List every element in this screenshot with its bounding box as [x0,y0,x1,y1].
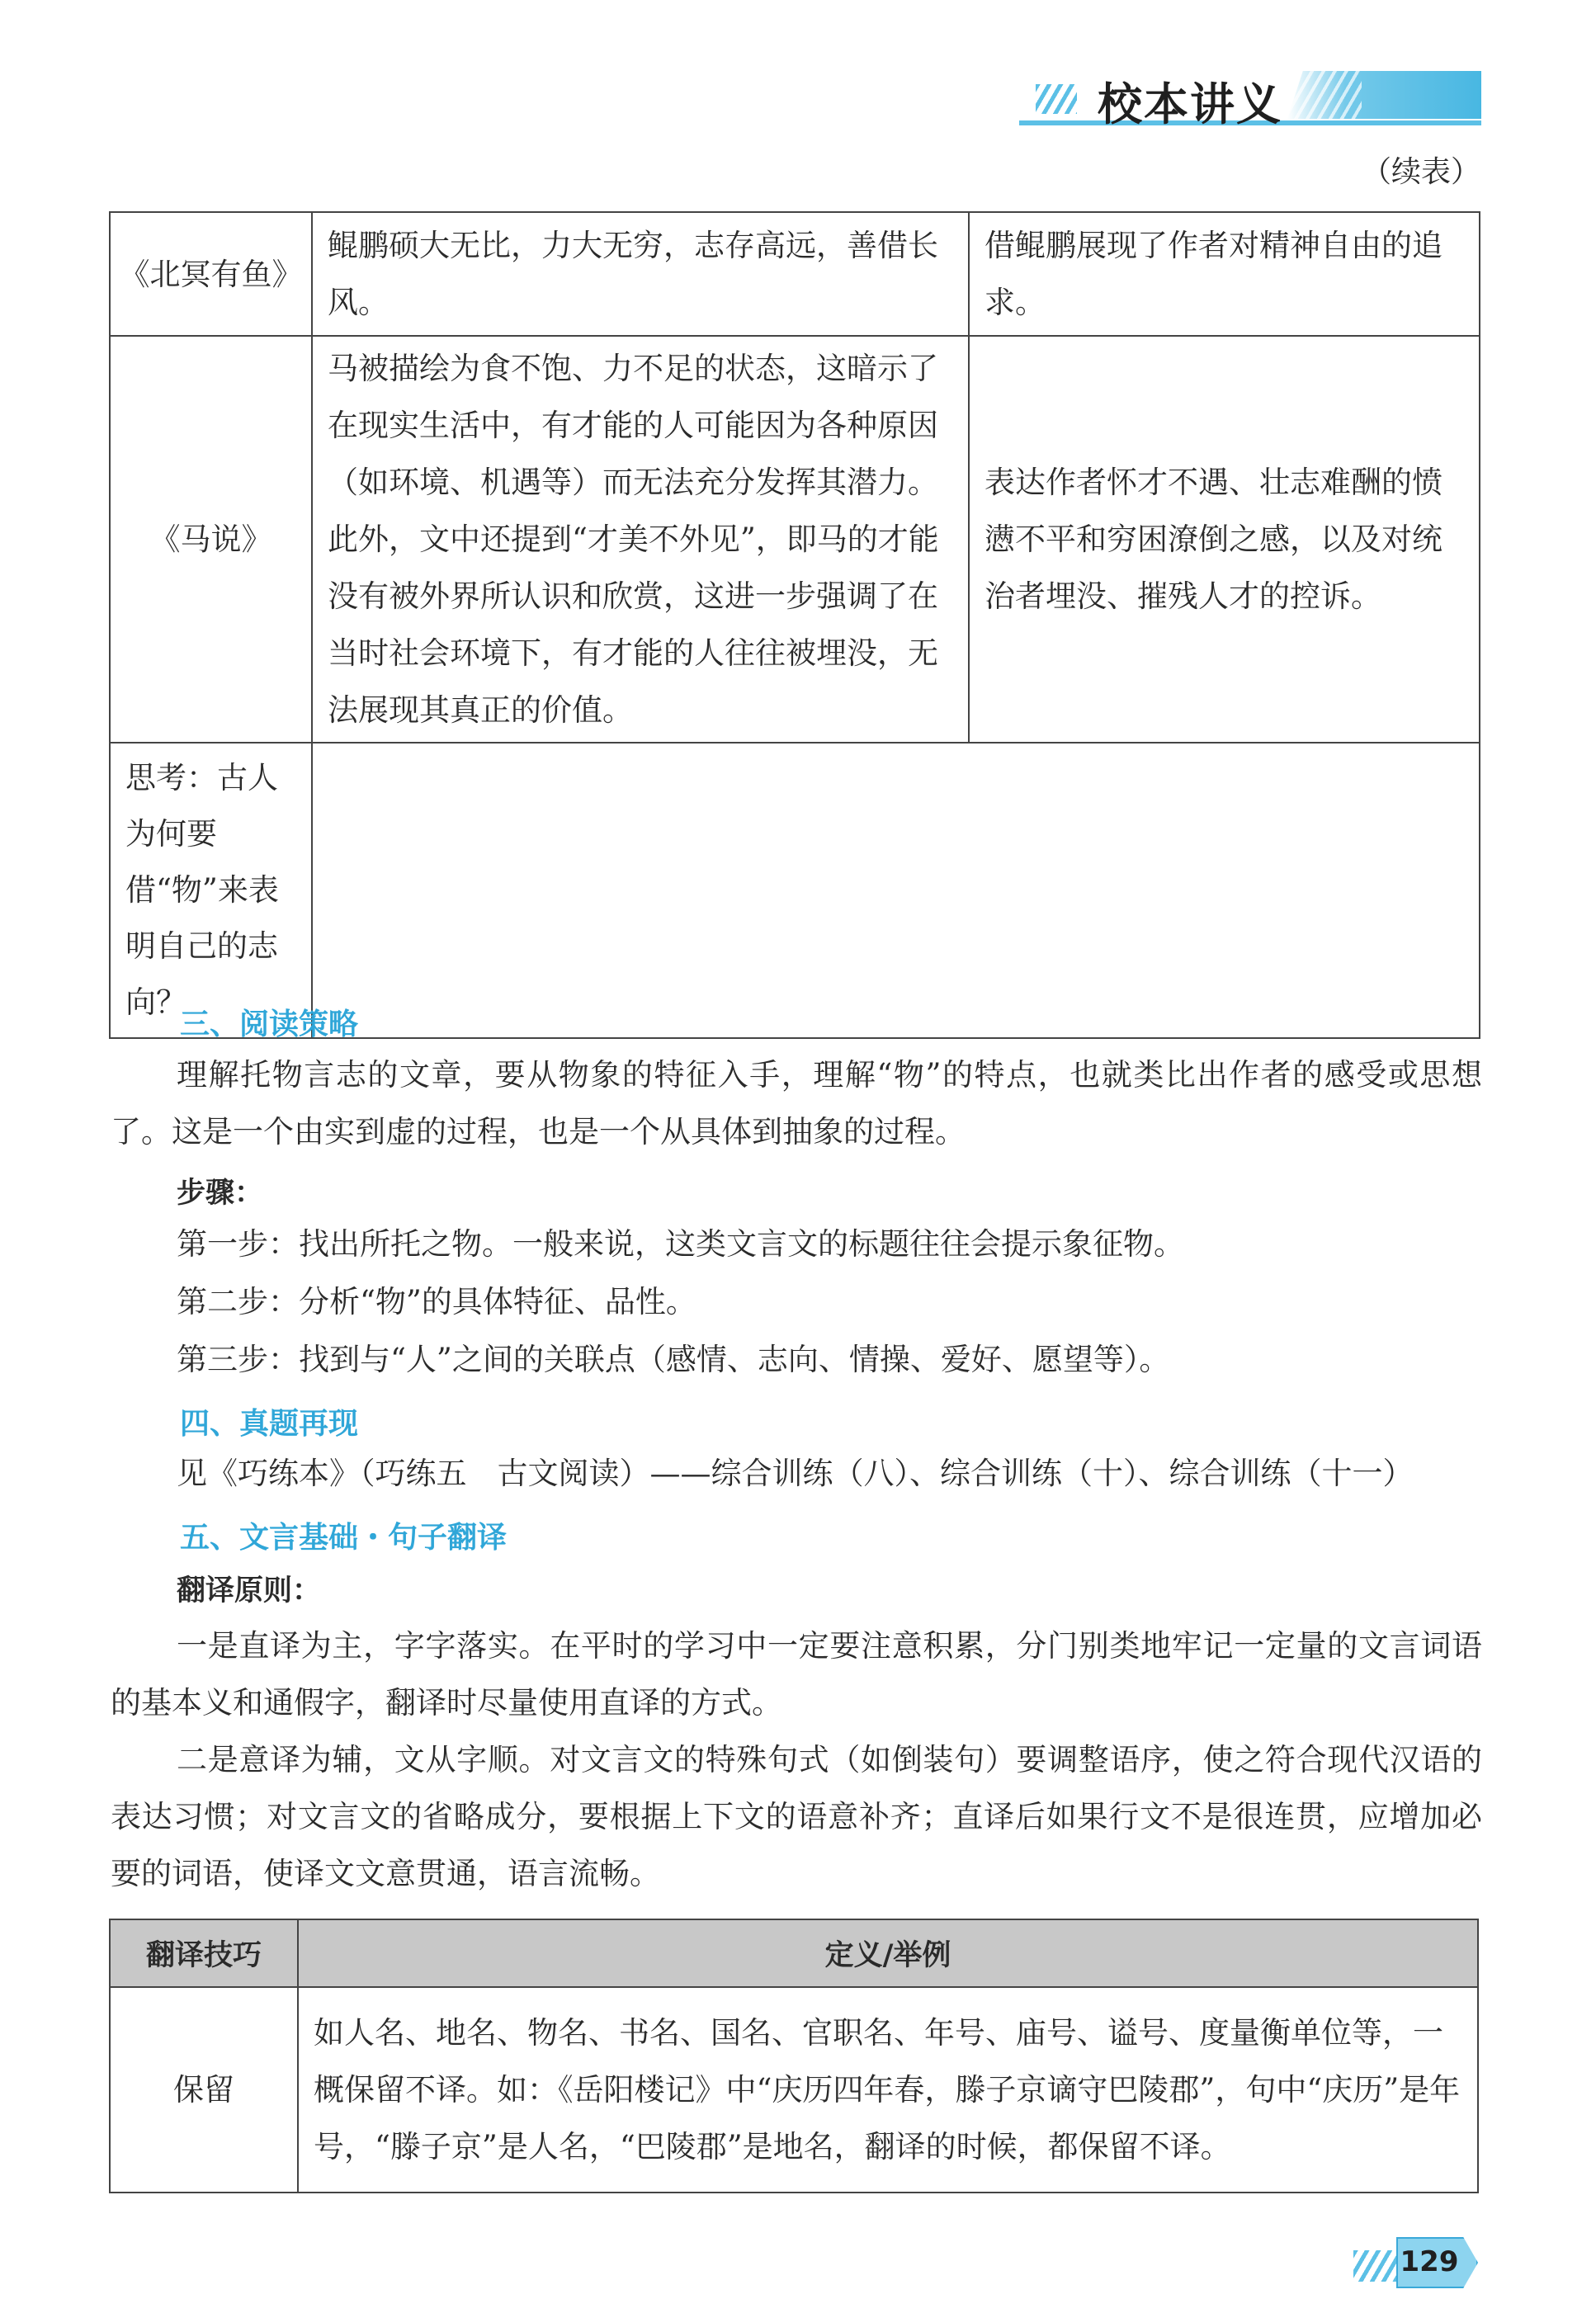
page-number-badge [1353,2232,1485,2290]
section-title-translation: 五、文言基础・句子翻译 [180,1521,508,1555]
table-header-row [110,1919,1478,1987]
section-title-reading-strategy: 三、阅读策略 [180,1008,359,1041]
principle-paragraph: 二是意译为辅，文从字顺。对文言文的特殊句式（如倒装句）要调整语序，使之符合现代汉语的表达习惯；对文言文的省略成分，要根据上下文的语意补齐；直译后如果行文不是很连贯，应增加必要的词语，使译文文意贯通，语言流畅。 [111,1742,1482,1891]
meaning-cell: 表达作者怀才不遇、壮志难酬的愤懑不平和穷困潦倒之感，以及对统治者埋没、摧残人才的控诉。 [969,336,1480,743]
think-question-cell: 思考：古人为何要借“物”来表明自己的志向？ [110,743,312,1038]
step-item: 第二步：分析“物”的具体特征、品性。 [177,1284,696,1319]
table-row [110,1987,1478,2193]
page-number: 129 [1400,2245,1459,2278]
work-cell: 《北冥有鱼》 [110,212,312,336]
strategy-paragraph: 理解托物言志的文章，要从物象的特征入手，理解“物”的特点，也就类比出作者的感受或思想了。这是一个由实到虚的过程，也是一个从具体到抽象的过程。 [111,1057,1482,1149]
translation-techniques-table [109,1919,1479,2193]
header-stripes-right [1287,71,1481,119]
header-stripes-left [1036,84,1077,114]
column-header: 翻译技巧 [110,1919,298,1987]
table-row [110,212,1480,336]
header-title: 校本讲义 [1098,78,1282,130]
definition-cell: 如人名、地名、物名、书名、国名、官职名、年号、庙号、谥号、度量衡单位等，一概保留不译。如：《岳阳楼记》中“庆历四年春，滕子京谪守巴陵郡”，句中“庆历”是年号，“滕子京”是人名，“巴陵郡”是地名，翻译的时候，都保留不译。 [298,1987,1478,2193]
technique-cell: 保留 [110,1987,298,2193]
page-number-stripes [1353,2250,1399,2282]
content-cell: 鲲鹏硕大无比，力大无穷，志存高远，善借长风。 [312,212,969,336]
table-row [110,743,1480,1038]
analysis-table [109,211,1480,1039]
think-answer-cell [312,743,1480,1038]
step-item: 第一步：找出所托之物。一般来说，这类文言文的标题往往会提示象征物。 [177,1226,1184,1262]
section-title-exam-review: 四、真题再现 [180,1407,359,1441]
step-item: 第三步：找到与“人”之间的关联点（感情、志向、情操、爱好、愿望等）。 [177,1342,1170,1377]
table-row [110,336,1480,743]
exam-reference: 见《巧练本》（巧练五 古文阅读）——综合训练（八）、综合训练（十）、综合训练（十一） [177,1456,1414,1491]
page-header [1019,56,1481,132]
meaning-cell: 借鲲鹏展现了作者对精神自由的追求。 [969,212,1480,336]
work-cell: 《马说》 [110,336,312,743]
column-header: 定义/举例 [298,1919,1478,1987]
principles-label: 翻译原则： [177,1574,322,1607]
continued-note: （续表） [1361,155,1480,189]
content-cell: 马被描绘为食不饱、力不足的状态，这暗示了在现实生活中，有才能的人可能因为各种原因（如环境、机遇等）而无法充分发挥其潜力。此外，文中还提到“才美不外见”，即马的才能没有被外界所认识和欣赏，这进一步强调了在当时社会环境下，有才能的人往往被埋没，无法展现其真正的价值。 [312,336,969,743]
principle-paragraph: 一是直译为主，字字落实。在平时的学习中一定要注意积累，分门别类地牢记一定量的文言词语的基本义和通假字，翻译时尽量使用直译的方式。 [111,1628,1482,1721]
steps-label: 步骤： [177,1177,264,1210]
